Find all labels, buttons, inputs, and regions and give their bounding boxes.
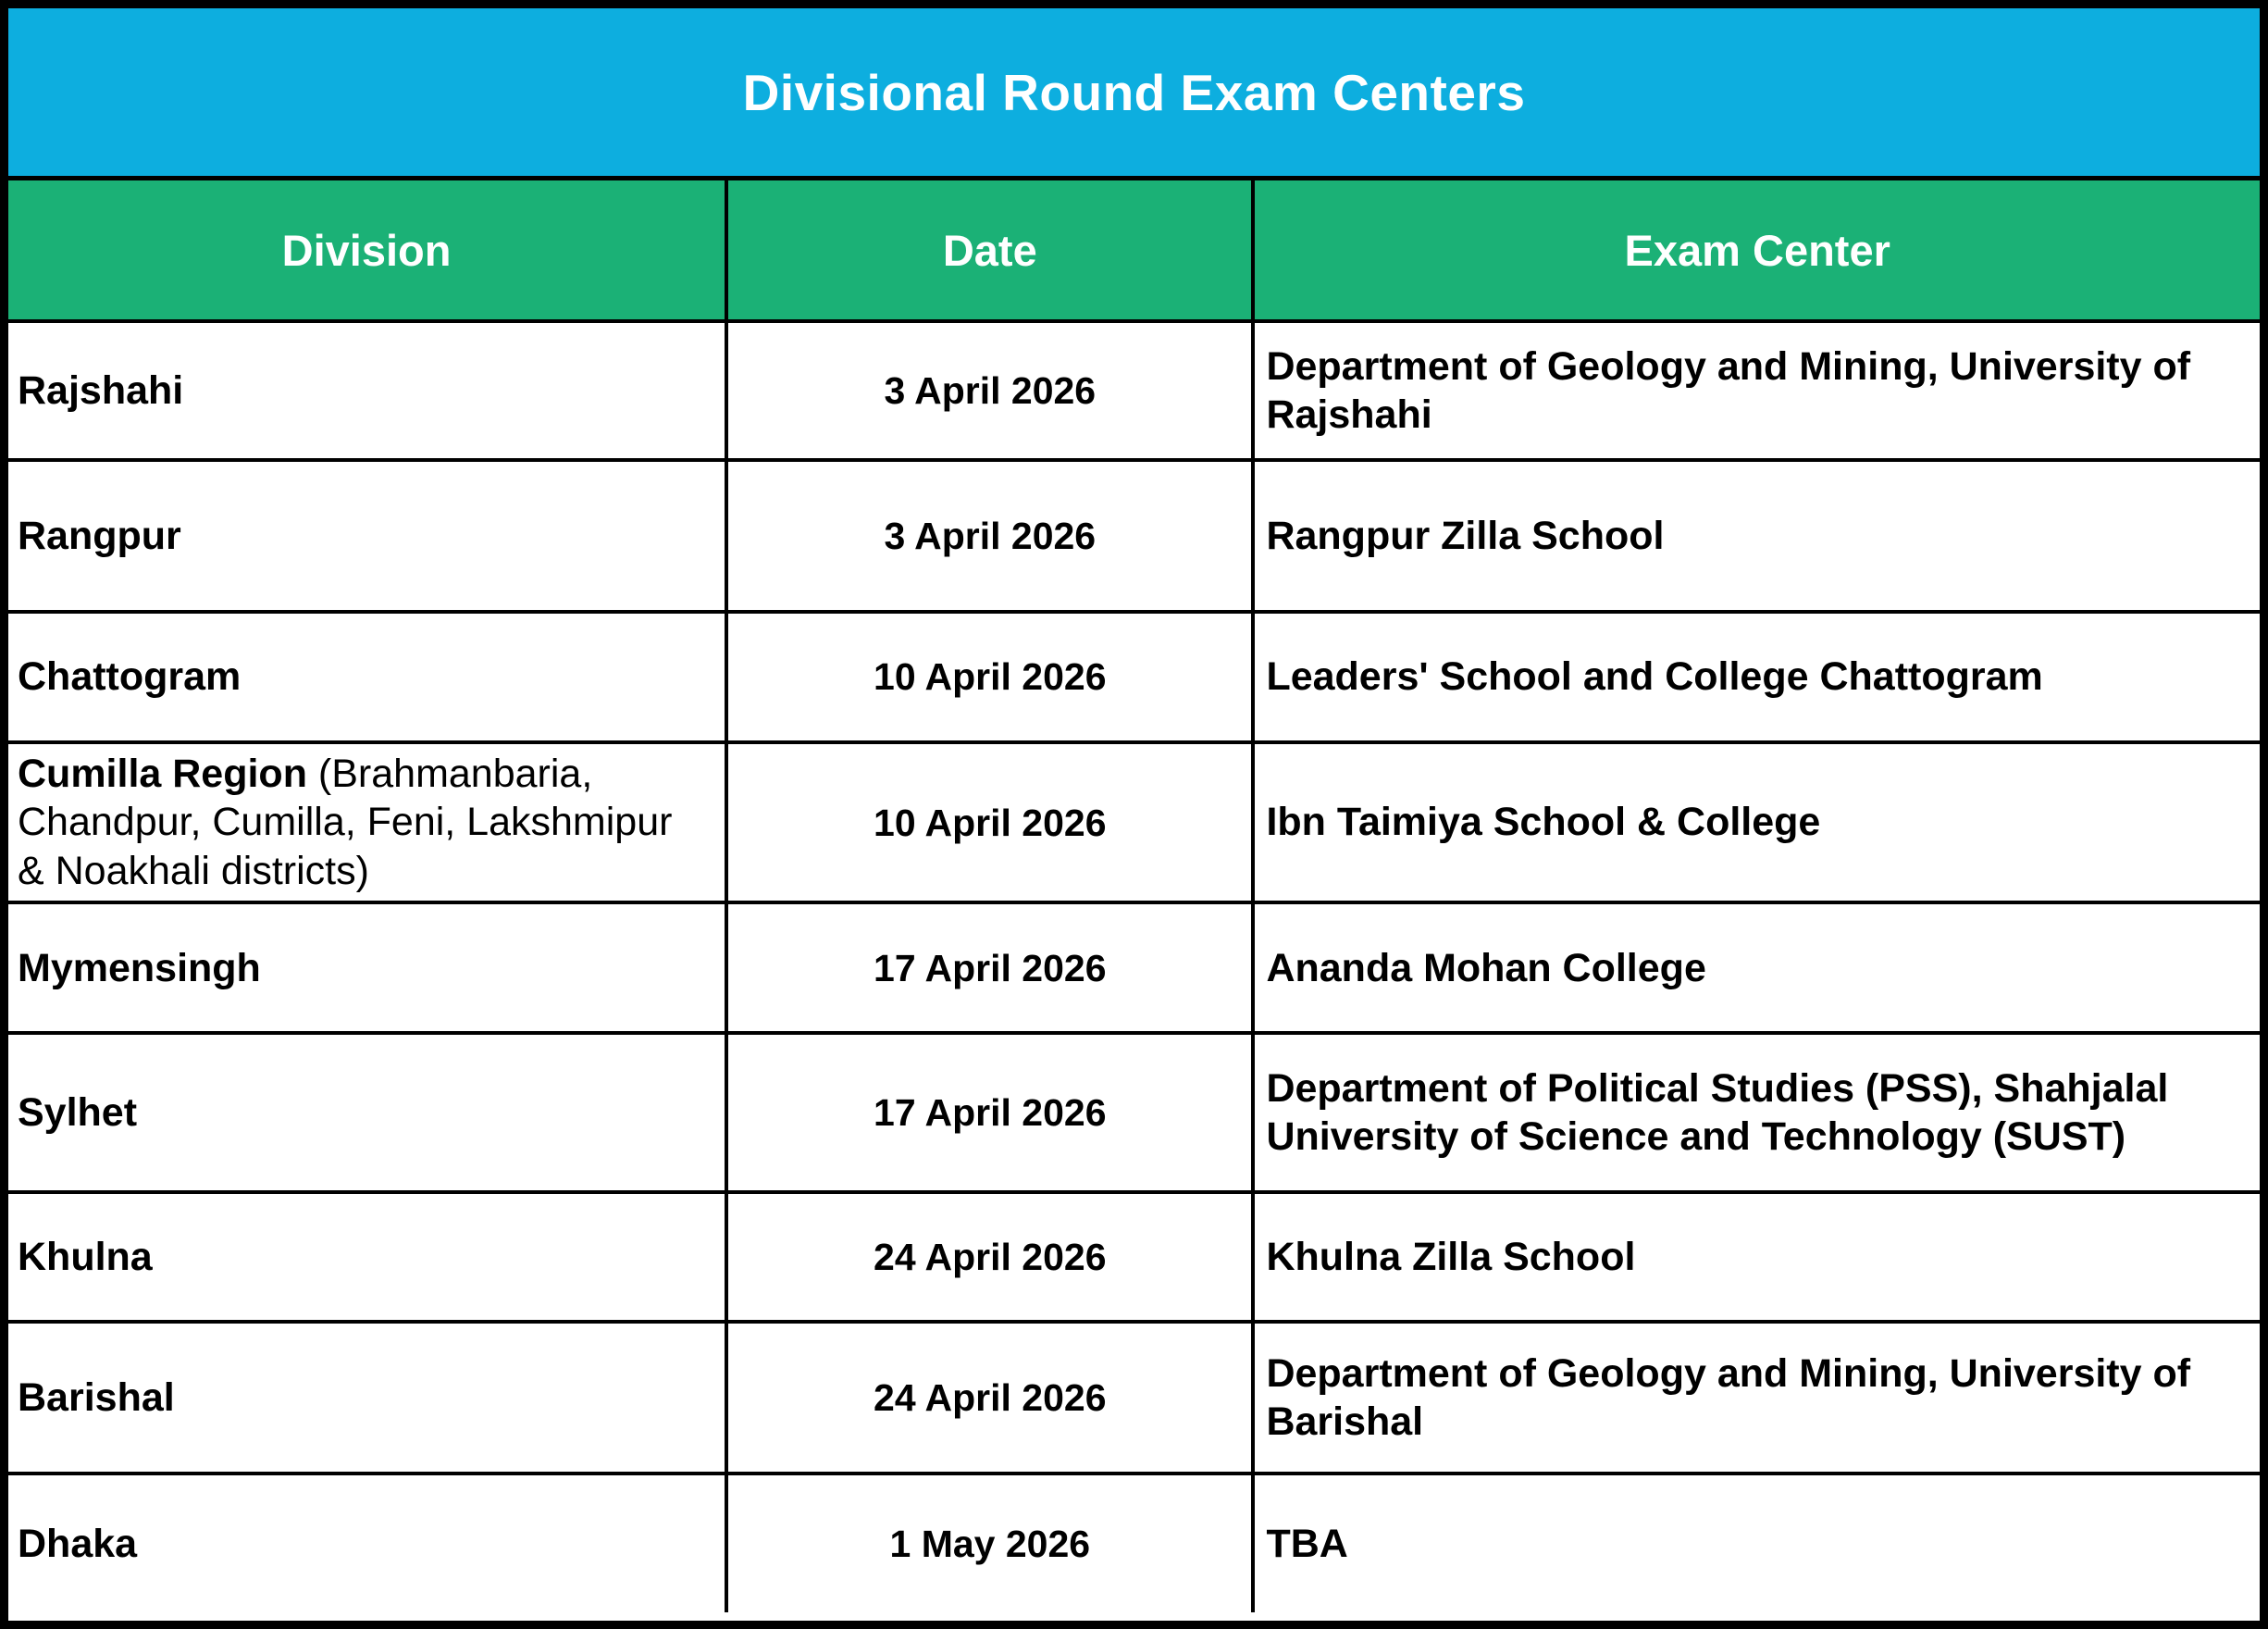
- division-name: Rangpur: [18, 513, 181, 558]
- division-cell: [8, 1192, 726, 1322]
- table-row: [8, 902, 2260, 1033]
- exam-center-cell: Department of Political Studies (PSS), Shahjalal University of Science and Technology (SUST): [1253, 1033, 2260, 1192]
- page-title: Divisional Round Exam Centers: [742, 63, 1526, 121]
- table-row: [8, 1192, 2260, 1322]
- exam-center-cell: Ibn Taimiya School & College: [1253, 742, 2260, 902]
- division-name: Mymensingh: [18, 945, 261, 990]
- division-cell: [8, 742, 726, 902]
- exam-center-cell: TBA: [1253, 1474, 2260, 1612]
- date-cell: 10 April 2026: [726, 612, 1253, 742]
- division-cell: [8, 1474, 726, 1612]
- table-row: [8, 612, 2260, 742]
- date-cell: 17 April 2026: [726, 902, 1253, 1033]
- header-row: [8, 180, 2260, 321]
- division-name: Cumilla Region: [18, 752, 307, 796]
- division-name: Rajshahi: [18, 367, 184, 413]
- column-header-division: Division: [8, 180, 726, 321]
- date-cell: 17 April 2026: [726, 1033, 1253, 1192]
- exam-center-cell: Department of Geology and Mining, University of Barishal: [1253, 1322, 2260, 1474]
- exam-center-cell: Ananda Mohan College: [1253, 902, 2260, 1033]
- division-cell: [8, 612, 726, 742]
- table-row: [8, 460, 2260, 612]
- division-cell: [8, 1322, 726, 1474]
- date-cell: 24 April 2026: [726, 1322, 1253, 1474]
- column-header-exam-center: Exam Center: [1253, 180, 2260, 321]
- division-cell: [8, 321, 726, 460]
- title-bar: [8, 8, 2260, 180]
- exam-center-cell: Khulna Zilla School: [1253, 1192, 2260, 1322]
- division-cell: [8, 460, 726, 612]
- division-name: Barishal: [18, 1375, 175, 1421]
- division-name: Dhaka: [18, 1522, 138, 1567]
- date-cell: 3 April 2026: [726, 460, 1253, 612]
- division-cell: [8, 902, 726, 1033]
- table-row: [8, 321, 2260, 460]
- exam-center-cell: Leaders' School and College Chattogram: [1253, 612, 2260, 742]
- division-cell: [8, 1033, 726, 1192]
- column-header-date: Date: [726, 180, 1253, 321]
- exam-center-cell: Rangpur Zilla School: [1253, 460, 2260, 612]
- exam-center-cell: Department of Geology and Mining, University of Rajshahi: [1253, 321, 2260, 460]
- exam-centers-table: [8, 180, 2260, 1612]
- table-row: [8, 1033, 2260, 1192]
- date-cell: 1 May 2026: [726, 1474, 1253, 1612]
- table-row: [8, 1322, 2260, 1474]
- date-cell: 10 April 2026: [726, 742, 1253, 902]
- date-cell: 24 April 2026: [726, 1192, 1253, 1322]
- table-row: [8, 1474, 2260, 1612]
- division-name: Chattogram: [18, 654, 242, 700]
- division-name: Sylhet: [18, 1090, 138, 1136]
- division-name: Khulna: [18, 1235, 153, 1280]
- date-cell: 3 April 2026: [726, 321, 1253, 460]
- division-note: (Brahmanbaria, Chandpur, Cumilla, Feni, Lakshmipur & Noakhali districts): [18, 752, 673, 893]
- table-row: [8, 742, 2260, 902]
